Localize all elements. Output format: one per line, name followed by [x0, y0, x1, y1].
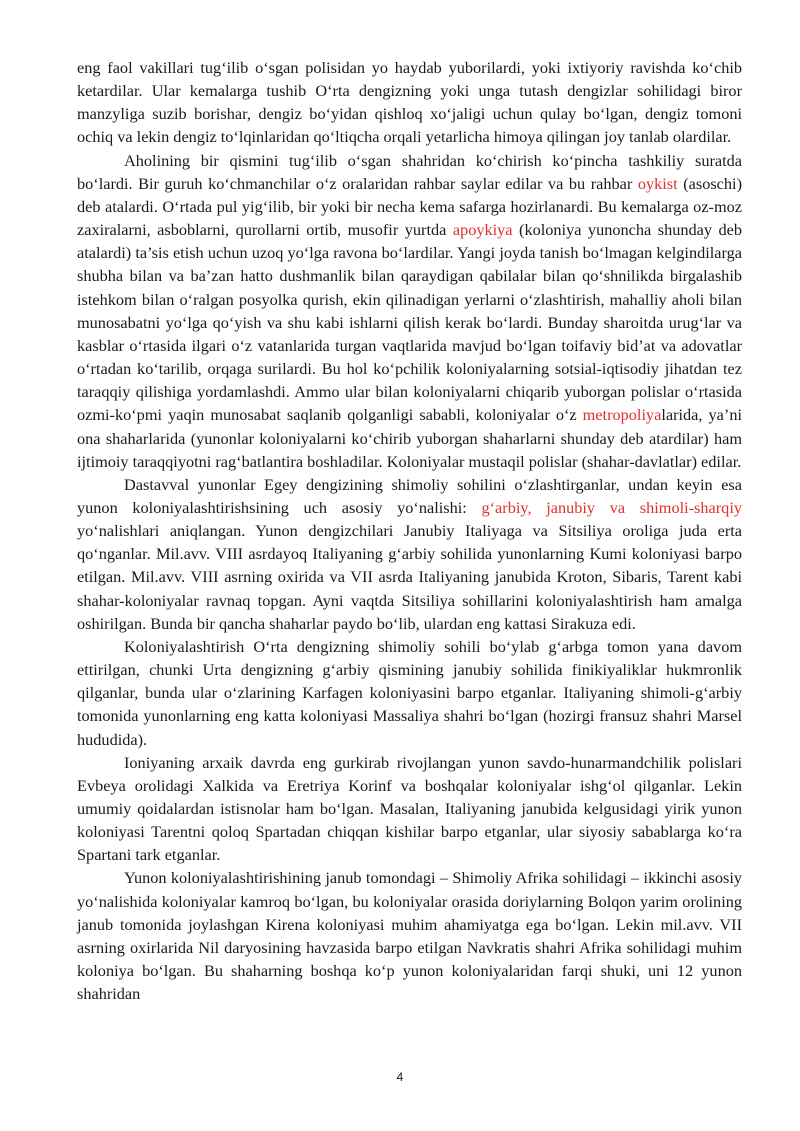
text-segment: Dastavval yunonlar Egey dengizining shimoliy sohilini o‘zlashtirganlar, undan keyin esa yunon koloniyalashtirishsining uch asosiy yo‘nalishi: — [77, 474, 742, 517]
highlighted-term: metropoliya — [582, 405, 662, 425]
text-segment: Koloniyalashtirish O‘rta dengizning shimoliy sohili bo‘ylab g‘arbga tomon yana davom ettirilgan, chunki Urta dengizning g‘arbiy qismining janubiy sohilida finikiyaliklar hukmronlik qilganlar, bunda ular o‘zlarining Karfagen koloniyasini barpo etganlar. Italiyaning shimoli-g‘arbiy tomonida yunonlarning eng katta koloniyasi Massaliya shahri bo‘lgan (hozirgi fransuz shahri Marsel hududida). — [77, 636, 742, 749]
text-segment: Yunon koloniyalashtirishining janub tomondagi – Shimoliy Afrika sohilidagi – ikkinchi asosiy yo‘nalishida koloniyalar kamroq bo‘lgan, bu koloniyalar orasida doriylarning Bolqon yarim orolining janub tomonida joylashgan Kirena koloniyasi muhim ahamiyatga ega bo‘lgan. Lekin mil.avv. VII asrning oxirlarida Nil daryosining havzasida barpo etilgan Navkratis shahri Afrika sohilidagi muhim koloniya bo‘lgan. Bu shaharning boshqa ko‘p yunon koloniyalaridan farqi shuki, uni 12 yunon shahridan — [77, 868, 742, 1004]
highlighted-term: apoykiya — [452, 220, 513, 240]
paragraph — [77, 149, 742, 473]
text-segment: Aholining bir qismini tug‘ilib o‘sgan shahridan ko‘chirish ko‘pincha tashkiliy suratda bo‘lardi. Bir guruh ko‘chmanchilar o‘z oralaridan rahbar saylar edilar va bu rahbar — [77, 150, 742, 193]
text-segment: yo‘nalishlari aniqlangan. Yunon dengizchilari Janubiy Italiyaga va Sitsiliya oroliga juda erta qo‘nganlar. Mil.avv. VIII asrdayoq Italiyaning g‘arbiy sohilida yunonlarning Kumi koloniyasi barpo etilgan. Mil.avv. VIII asrning oxirida va VII asrda Italiyaning janubida Kroton, Sibaris, Tarent kabi shahar-koloniyalar ravnaq topgan. Ayni vaqtda Sitsiliya sohillarini koloniyalashtirish ham amalga oshirilgan. Bunda bir qancha shaharlar paydo bo‘lib, ulardan eng kattasi Sirakuza edi. — [77, 521, 742, 633]
text-segment: larida, ya’ni ona shaharlarida (yunonlar koloniyalarni ko‘chirib yuborgan shaharlarni shunday deb atardilar) ham ijtimoiy taraqqiyotni rag‘batlantira boshladilar. Koloniyalar mustaqil polislar (shahar-davlatlar) edilar. — [77, 405, 742, 471]
paragraph — [77, 866, 742, 1005]
highlighted-term: oykist — [637, 173, 678, 193]
text-segment: eng faol vakillari tug‘ilib o‘sgan polisidan yo haydab yuborilardi, yoki ixtiyoriy ravishda ko‘chib ketardilar. Ular kemalarga tushib O‘rta dengizning yoki unga tutash dengizlar sohilidagi biror manzyliga suzib borishar, dengiz bo‘yidan qishloq xo‘jaligi uchun qulay bo‘lgan, dengiz tomoni ochiq va lekin dengiz to‘lqinlaridan qo‘ltiqcha orqali yetarlicha himoya qilingan joy tanlab olardilar. — [77, 58, 742, 147]
paragraph — [77, 635, 742, 751]
body-text — [77, 56, 742, 1005]
paragraph — [77, 751, 742, 867]
paragraph — [77, 473, 742, 635]
text-segment: (asoschi) deb atalardi. O‘rtada pul yig‘ilib, bir yoki bir necha kema safarga hozirlanardi. Bu kemalarga oz-moz zaxiralarni, asboblarni, qurollarni ortib, musofir yurtda — [77, 173, 742, 240]
highlighted-term: g‘arbiy, janubiy va shimoli-sharqiy — [481, 497, 742, 517]
text-segment: (koloniya yunoncha shunday deb atalardi) ta’sis etish uchun uzoq yo‘lga ravona bo‘lardilar. Yangi joyda tanish bo‘lmagan kelgindilarga shubha bilan va ba’zan hatto dushmanlik bilan qaraydigan qabilalar bilan qo‘shnilikda birgalashib istehkom bilan o‘ralgan posyolka qurish, ekin qilinadigan yerlarni o‘zlashtirish, mahalliy aholi bilan munosabatni yo‘lga qo‘yish va shu kabi ishlarni qilish kerak bo‘lardi. Bunday sharoitda urug‘lar va kasblar o‘rtasida ilgari o‘z vatanlarida turgan vaqtlarida mavjud bo‘lgan toifaviy bid’at va adovatlar o‘rtadan ko‘tarilib, orqaga surilardi. Bu hol ko‘pchilik koloniyalarning sotsial-iqtisodiy jihatdan tez taraqqiy qilishiga yordamlashdi. Ammo ular bilan koloniyalarni chiqarib yuborgan polislar o‘rtasida ozmi-ko‘pmi yaqin munosabat saqlanib qolganligi sababli, koloniyalar o‘z — [77, 220, 743, 425]
text-segment: Ioniyaning arxaik davrda eng gurkirab rivojlangan yunon savdo-hunarmandchilik polislari Evbeya orolidagi Xalkida va Eretriya Korinf va boshqalar koloniyalar ishg‘ol qilganlar. Lekin umumiy qoidalardan istisnolar ham bo‘lgan. Masalan, Italiyaning janubida kelgusidagi yirik yunon koloniyasi Tarentni qoloq Spartadan chiqqan kishilar barpo etganlar, ular siyosiy sabablarga ko‘ra Spartani tark etganlar. — [77, 752, 742, 865]
page-number: 4 — [396, 1070, 404, 1084]
paragraph — [77, 56, 742, 149]
